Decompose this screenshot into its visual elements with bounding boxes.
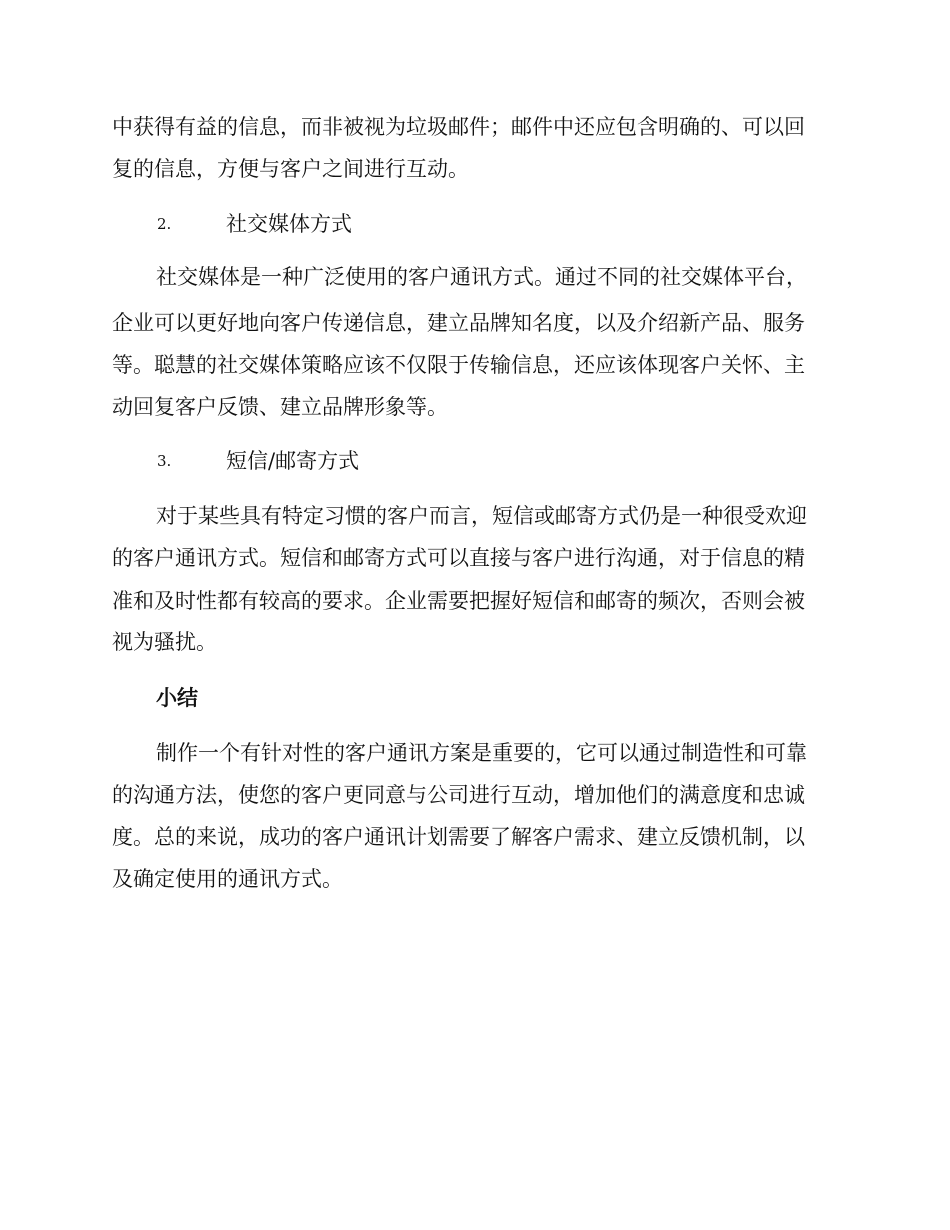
section-title: 短信/邮寄方式 bbox=[226, 449, 360, 473]
section-number: 2. bbox=[157, 215, 172, 233]
paragraph-line: 的沟通方法，使您的客户更同意与公司进行互动，增加他们的满意度和忠诚 bbox=[112, 783, 805, 807]
section-number: 3. bbox=[157, 452, 172, 470]
section-title: 社交媒体方式 bbox=[226, 212, 352, 236]
paragraph-line: 准和及时性都有较高的要求。企业需要把握好短信和邮寄的频次，否则会被 bbox=[112, 589, 805, 613]
paragraph-line: 中获得有益的信息，而非被视为垃圾邮件；邮件中还应包含明确的、可以回 bbox=[112, 115, 805, 139]
paragraph-line: 制作一个有针对性的客户通讯方案是重要的，它可以通过制造性和可靠 bbox=[156, 741, 807, 765]
paragraph-line: 的客户通讯方式。短信和邮寄方式可以直接与客户进行沟通，对于信息的精 bbox=[112, 546, 805, 570]
paragraph-line: 视为骚扰。 bbox=[112, 630, 217, 654]
paragraph-line: 动回复客户反馈、建立品牌形象等。 bbox=[112, 395, 448, 419]
paragraph-line: 企业可以更好地向客户传递信息，建立品牌知名度，以及介绍新产品、服务 bbox=[112, 311, 805, 335]
paragraph-line: 及确定使用的通讯方式。 bbox=[112, 867, 343, 891]
paragraph-line: 社交媒体是一种广泛使用的客户通讯方式。通过不同的社交媒体平台， bbox=[156, 265, 807, 289]
paragraph-line: 等。聪慧的社交媒体策略应该不仅限于传输信息，还应该体现客户关怀、主 bbox=[112, 353, 805, 377]
paragraph-line: 复的信息，方便与客户之间进行互动。 bbox=[112, 157, 469, 181]
paragraph-line: 度。总的来说，成功的客户通讯计划需要了解客户需求、建立反馈机制，以 bbox=[112, 825, 805, 849]
paragraph-line: 对于某些具有特定习惯的客户而言，短信或邮寄方式仍是一种很受欢迎 bbox=[156, 504, 807, 528]
summary-heading: 小结 bbox=[156, 686, 198, 710]
